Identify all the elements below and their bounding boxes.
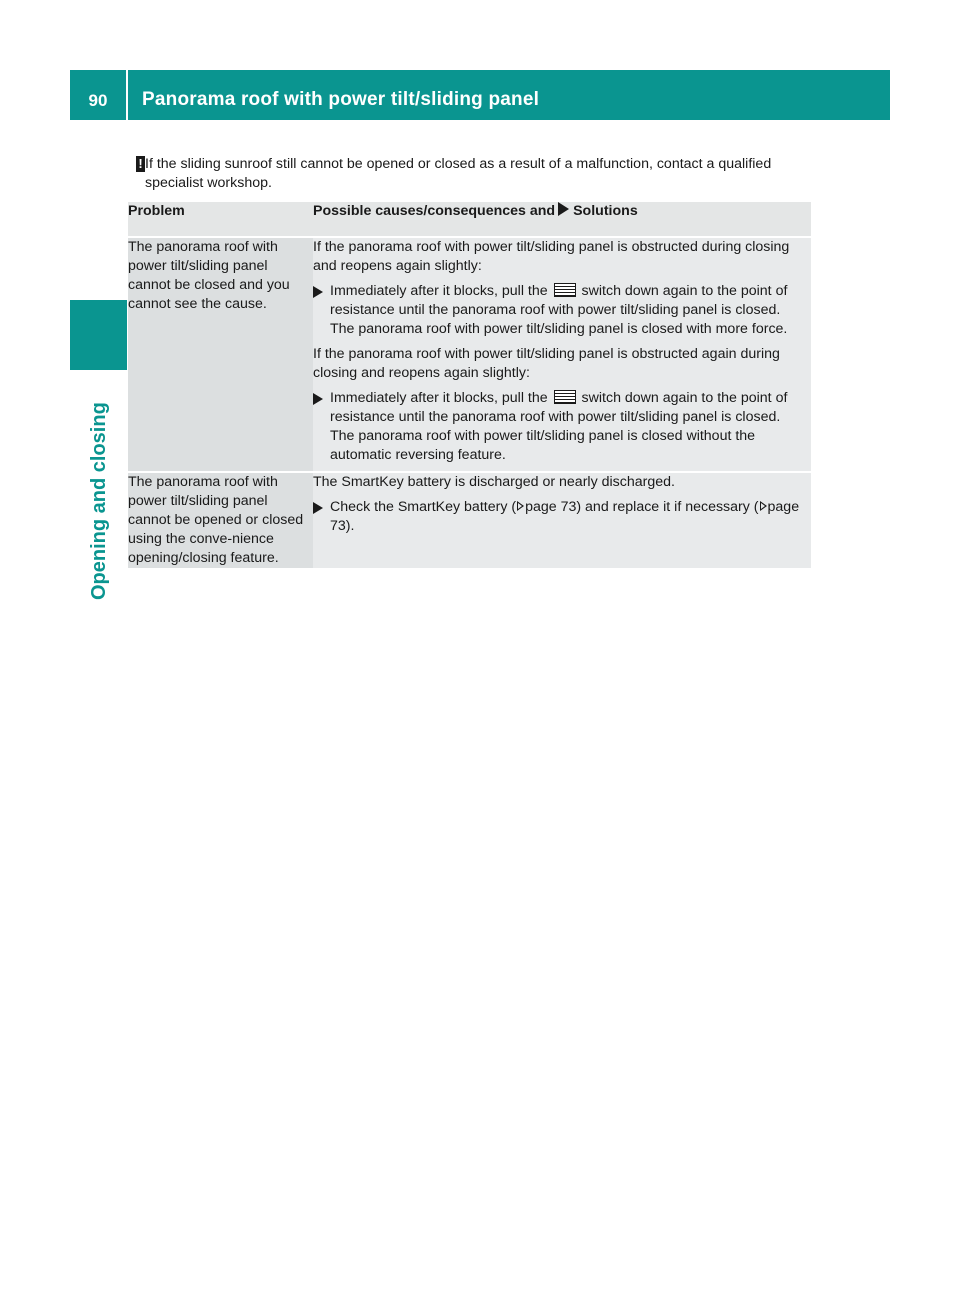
problem-cell: The panorama roof with power tilt/sliding panel cannot be closed and you cannot see the cause.	[128, 238, 313, 471]
cause-text: The SmartKey battery is discharged or nearly discharged.	[313, 474, 675, 490]
solution-step	[313, 282, 811, 339]
chapter-side-label-text: Opening and closing	[88, 402, 110, 600]
notice-text: If the sliding sunroof still cannot be opened or closed as a result of a malfunction, contact a qualified specialist workshop.	[145, 156, 772, 191]
cause-text: If the panorama roof with power tilt/sliding panel is obstructed again during closing and reopens again slightly:	[313, 346, 780, 381]
arrow-right-icon	[558, 202, 569, 216]
solution-step	[313, 389, 811, 465]
roof-switch-icon	[554, 283, 576, 297]
page-reference-link[interactable]: page 73) and replace it if necessary (	[525, 499, 759, 515]
arrow-right-icon	[313, 393, 323, 405]
step-text-start: Check the SmartKey battery (	[330, 499, 517, 515]
arrow-right-icon	[313, 286, 323, 298]
column-header-problem: Problem	[128, 202, 313, 236]
header-divider	[126, 70, 128, 120]
warning-exclamation-icon: !	[136, 156, 145, 172]
problem-cell: The panorama roof with power tilt/sliding panel cannot be opened or closed using the conve-nience opening/closing feature.	[128, 473, 313, 568]
page-title: Panorama roof with power tilt/sliding panel	[142, 89, 540, 110]
step-result: The panorama roof with power tilt/sliding panel is closed with more force.	[330, 321, 788, 337]
step-text-end: switch down again to the point of resistance until the panorama roof with power tilt/sliding panel is closed.	[330, 283, 788, 318]
roof-switch-icon	[554, 390, 576, 404]
arrow-right-icon	[313, 502, 323, 514]
table-row	[128, 238, 811, 471]
page-number: 90	[88, 91, 108, 110]
solution-step	[313, 498, 811, 536]
column-header-solutions-suffix: Solutions	[573, 203, 638, 219]
column-header-solutions	[313, 202, 811, 236]
table-row	[128, 473, 811, 568]
cause-text: If the panorama roof with power tilt/sliding panel is obstructed during closing and reopens again slightly:	[313, 239, 790, 274]
page-reference-icon	[760, 501, 767, 511]
step-text-start: Immediately after it blocks, pull the	[330, 390, 548, 406]
column-header-solutions-prefix: Possible causes/consequences and	[313, 203, 556, 219]
solution-cell	[313, 473, 811, 568]
solution-cell	[313, 238, 811, 471]
page-reference-link[interactable]: page 73).	[330, 499, 800, 534]
page-reference-icon	[517, 501, 524, 511]
table-header-row	[128, 202, 811, 236]
troubleshooting-table	[128, 200, 811, 570]
step-text-end: switch down again to the point of resistance until the panorama roof with power tilt/sliding panel is closed.	[330, 390, 788, 425]
step-text-start: Immediately after it blocks, pull the	[330, 283, 548, 299]
step-result: The panorama roof with power tilt/sliding panel is closed without the automatic reversing feature.	[330, 428, 756, 463]
malfunction-notice	[128, 155, 818, 193]
chapter-tab-marker	[70, 300, 127, 370]
